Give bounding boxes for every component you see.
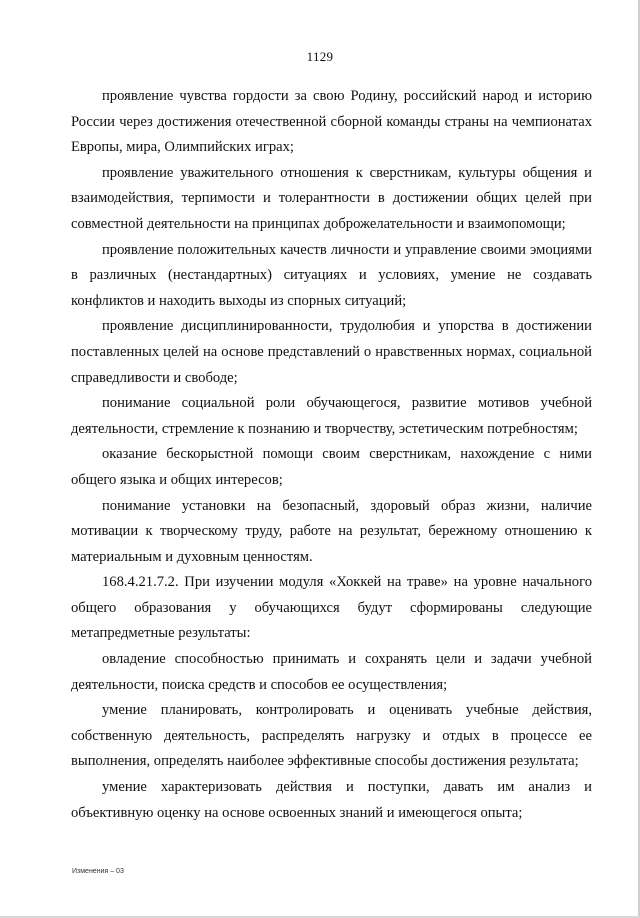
paragraph: проявление чувства гордости за свою Родину, российский народ и историю России через достижения отечественной сборной команды страны на чемпионатах Европы, мира, Олимпийских играх; [71,88,592,156]
document-body [71,84,592,826]
paragraph: овладение способностью принимать и сохранять цели и задачи учебной деятельности, поиска средств и способов ее осуществления; [71,651,592,693]
paragraph: умение характеризовать действия и поступки, давать им анализ и объективную оценку на основе освоенных знаний и имеющегося опыта; [71,779,592,821]
paragraph: понимание установки на безопасный, здоровый образ жизни, наличие мотивации к творческому труду, работе на результат, бережному отношению к материальным и духовным ценностям. [71,497,592,565]
footer-revision-note: Изменения – 03 [72,868,124,875]
paragraph: проявление дисциплинированности, трудолюбия и упорства в достижении поставленных целей на основе представлений о нравственных нормах, социальной справедливости и свободе; [71,318,592,386]
page-number: 1129 [306,49,334,64]
paragraph: проявление уважительного отношения к сверстникам, культуры общения и взаимодействия, терпимости и толерантности в достижении общих целей при совместной деятельности на принципах доброжелательности и взаимопомощи; [71,164,592,232]
section-paragraph: 168.4.21.7.2. При изучении модуля «Хоккей на траве» на уровне начального общего образования у обучающихся будут сформированы следующие метапредметные результаты: [71,574,592,642]
paragraph: оказание бескорыстной помощи своим сверстникам, нахождение с ними общего языка и общих интересов; [71,446,592,488]
paragraph: умение планировать, контролировать и оценивать учебные действия, собственную деятельность, распределять нагрузку и отдых в процессе ее выполнения, определять наиболее эффективные способы достижения результата; [71,702,592,770]
paragraph: проявление положительных качеств личности и управление своими эмоциями в различных (нестандартных) ситуациях и условиях, умение не создавать конфликтов и находить выходы из спорных ситуаций; [71,241,592,309]
paragraph: понимание социальной роли обучающегося, развитие мотивов учебной деятельности, стремление к познанию и творчеству, эстетическим потребностям; [71,395,592,437]
